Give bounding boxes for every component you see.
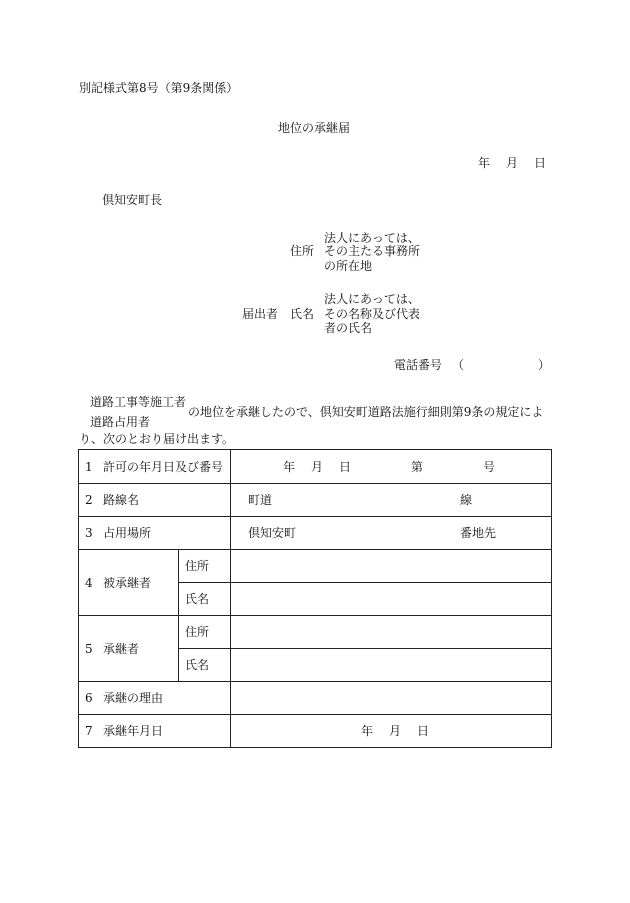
row3-suffix: 番地先 — [460, 526, 497, 540]
name-note-line2: その名称及び代表 — [324, 307, 421, 321]
notifier-label: 届出者 — [242, 307, 279, 321]
option-road-work: 道路工事等施工者 — [90, 395, 187, 409]
address-note-line3: の所在地 — [324, 259, 373, 273]
row7-number: 7 — [85, 724, 93, 738]
row4-label: 被承継者 — [103, 575, 152, 590]
row7-date-field[interactable] — [231, 715, 552, 748]
row3-prefix: 倶知安町 — [248, 526, 297, 540]
row3-number: 3 — [85, 526, 93, 540]
row2-value-cell[interactable] — [231, 484, 552, 517]
row7-label-cell — [79, 715, 231, 748]
table-row — [79, 484, 552, 517]
phone-open-paren: （ — [452, 358, 465, 372]
row5-address-field[interactable] — [231, 616, 552, 649]
table-row — [79, 550, 552, 583]
option-road-occupant: 道路占用者 — [90, 415, 151, 429]
row2-label-cell — [79, 484, 231, 517]
row5-sub2-label: 氏名 — [179, 649, 231, 682]
row5-label: 承継者 — [103, 641, 140, 656]
address-label: 住所 — [290, 244, 315, 258]
row1-label: 許可の年月日及び番号 — [103, 459, 224, 474]
row3-value-cell[interactable] — [231, 517, 552, 550]
row4-address-field[interactable] — [231, 550, 552, 583]
body-text-line1: の地位を承継したので、倶知安町道路法施行細則第9条の規定によ — [188, 405, 544, 419]
row2-label: 路線名 — [103, 493, 140, 507]
row6-label-cell — [79, 682, 231, 715]
row6-number: 6 — [85, 691, 93, 705]
row4-name-field[interactable] — [231, 583, 552, 616]
name-note-line3: 者の氏名 — [324, 321, 373, 335]
row5-name-field[interactable] — [231, 649, 552, 682]
table-row — [79, 682, 552, 715]
row7-date: 年 月 日 — [361, 724, 432, 738]
name-label: 氏名 — [290, 307, 315, 321]
row7-label: 承継年月日 — [103, 724, 164, 738]
address-note-line2: その主たる事務所 — [324, 244, 421, 258]
address-note-line1: 法人にあっては、 — [324, 231, 420, 245]
phone-close-paren: ） — [538, 358, 551, 372]
body-text-line2: り、次のとおり届け出ます。 — [79, 432, 235, 446]
row2-prefix: 町道 — [248, 493, 273, 507]
row4-sub2-label: 氏名 — [179, 583, 231, 616]
name-note-line1: 法人にあっては、 — [324, 292, 420, 306]
row1-go: 号 — [483, 459, 496, 474]
form-table — [78, 449, 552, 748]
row3-label: 占用場所 — [103, 526, 152, 540]
phone-label: 電話番号 — [394, 358, 443, 372]
row2-suffix: 線 — [460, 493, 473, 507]
row4-number: 4 — [85, 575, 93, 590]
row5-number: 5 — [85, 641, 93, 656]
row5-sub1-label: 住所 — [179, 616, 231, 649]
row1-value-cell[interactable] — [231, 450, 552, 484]
row1-label-cell — [79, 450, 231, 484]
recipient: 倶知安町長 — [102, 193, 163, 207]
submission-date: 年 月 日 — [478, 156, 549, 170]
row1-date: 年 月 日 — [283, 459, 354, 474]
row1-dai: 第 — [411, 459, 424, 474]
table-row — [79, 517, 552, 550]
row1-number: 1 — [85, 459, 93, 474]
table-row — [79, 450, 552, 484]
form-number: 別記様式第8号（第9条関係） — [79, 81, 239, 95]
row2-number: 2 — [85, 493, 93, 507]
row5-label-cell — [79, 616, 179, 682]
row4-label-cell — [79, 550, 179, 616]
row6-reason-field[interactable] — [231, 682, 552, 715]
document-title: 地位の承継届 — [278, 121, 351, 135]
row6-label: 承継の理由 — [103, 691, 164, 705]
row3-label-cell — [79, 517, 231, 550]
row4-sub1-label: 住所 — [179, 550, 231, 583]
table-row — [79, 616, 552, 649]
table-row — [79, 715, 552, 748]
